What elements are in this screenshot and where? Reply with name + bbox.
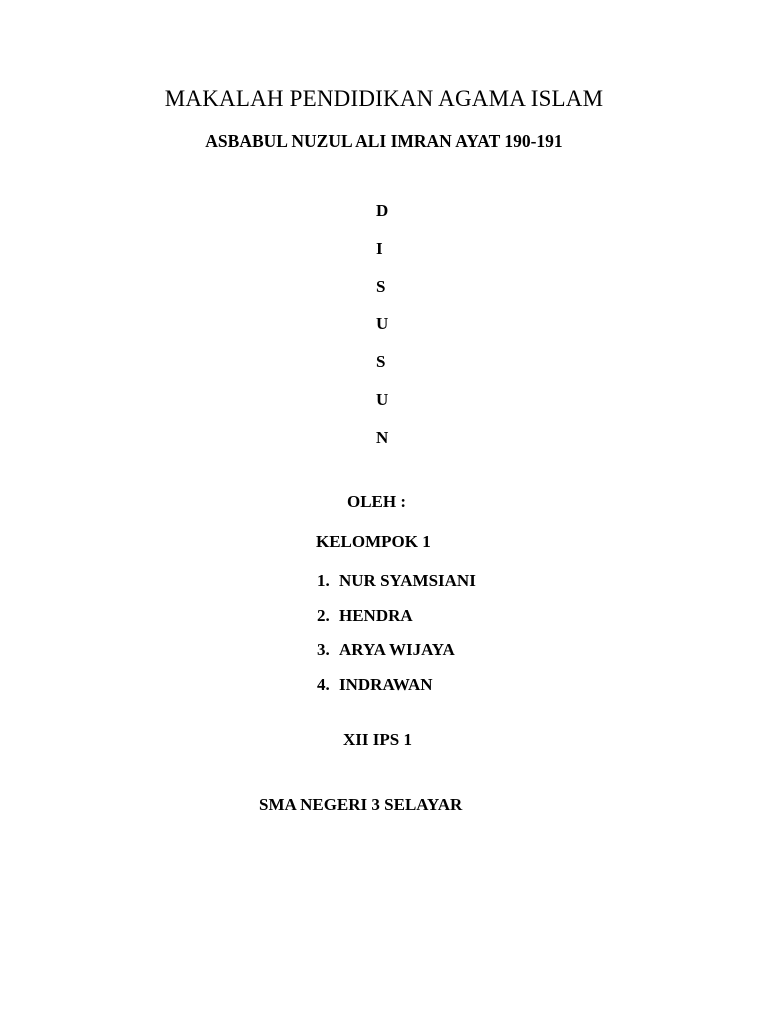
list-number: 2.	[317, 605, 330, 625]
list-number: 1.	[317, 571, 330, 590]
class-name: XII IPS 1	[343, 730, 412, 749]
member-name: HENDRA	[339, 605, 413, 625]
list-number: 3.	[317, 640, 330, 659]
disusun-letter: S	[376, 276, 386, 296]
group-name: KELOMPOK 1	[316, 532, 431, 551]
list-item	[317, 673, 476, 708]
disusun-letter: D	[376, 201, 389, 220]
document-subtitle: ASBABUL NUZUL ALI IMRAN AYAT 190-191	[205, 131, 563, 151]
disusun-letter: N	[376, 427, 389, 447]
member-name: INDRAWAN	[339, 674, 433, 694]
document-title: MAKALAH PENDIDIKAN AGAMA ISLAM	[164, 86, 604, 111]
list-item	[317, 569, 476, 604]
oleh-label: OLEH :	[347, 492, 407, 511]
member-name: NUR SYAMSIANI	[339, 571, 476, 590]
disusun-letter: U	[376, 314, 389, 334]
school-name: SMA NEGERI 3 SELAYAR	[259, 795, 463, 814]
list-item	[317, 604, 476, 639]
member-list	[317, 569, 476, 707]
disusun-vertical-text	[376, 199, 396, 464]
disusun-letter: U	[376, 389, 389, 409]
member-name: ARYA WIJAYA	[339, 640, 455, 659]
list-number: 4.	[317, 674, 330, 694]
disusun-letter: S	[376, 352, 386, 372]
disusun-letter: I	[376, 238, 383, 258]
list-item	[317, 638, 476, 673]
